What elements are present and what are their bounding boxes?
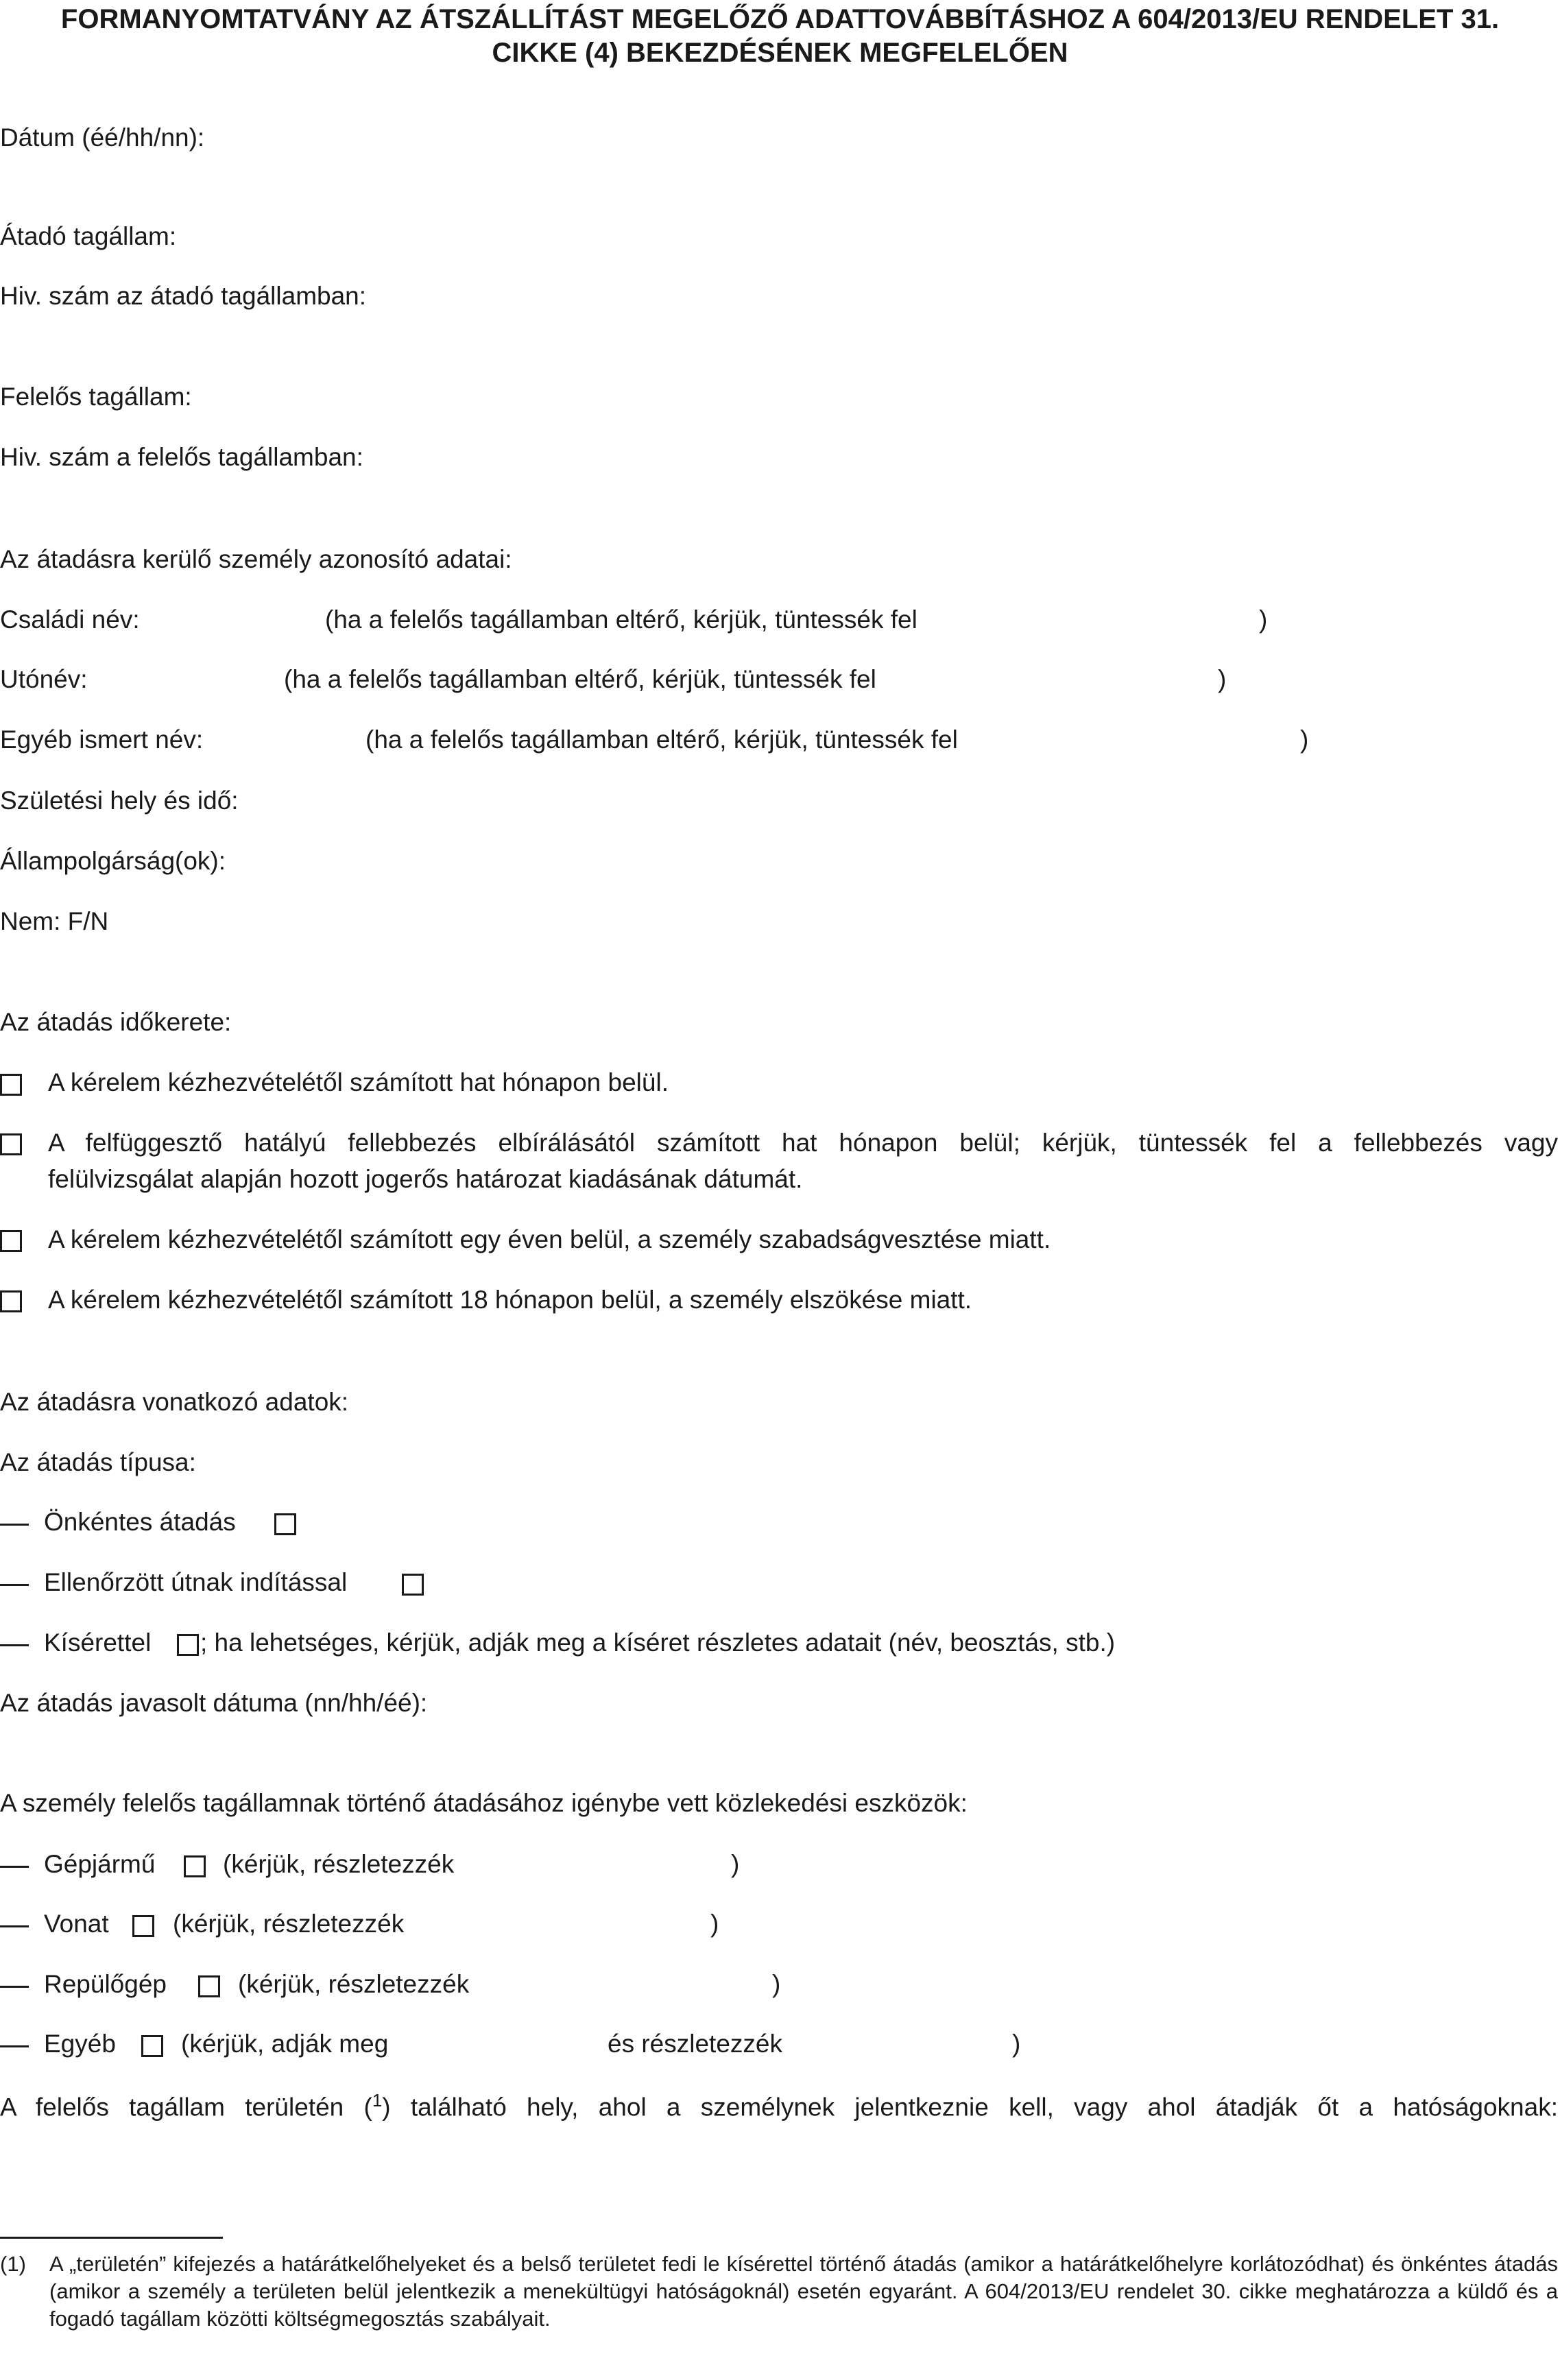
list-dash [0,1866,29,1868]
ref-number-transferring-label: Hiv. szám az átadó tagállamban: [0,282,367,310]
family-name-close-paren: ) [1259,605,1268,634]
timeframe-option-4: A kérelem kézhezvételétől számított 18 hónapon belül, a személy elszökése miatt. [48,1286,972,1314]
transfer-details-heading: Az átadásra vonatkozó adatok: [0,1388,349,1416]
train-close-paren: ) [710,1910,719,1938]
other-transport-checkbox[interactable] [141,2035,163,2057]
timeframe-heading: Az átadás időkerete: [0,1008,232,1036]
plane-checkbox[interactable] [198,1975,220,1997]
timeframe-option-1: A kérelem kézhezvételétől számított hat hónapon belül. [48,1068,669,1096]
date-label: Dátum (éé/hh/nn): [0,123,205,152]
footnote-text: A „területén” kifejezés a határátkelőhelyeket és a belső területet fedi le kísérettel történő átadás (amikor a határátkelőhelyre korlátozódhat) és önkéntes átadás (amikor a személy a területen belül jelentkezik a menekültügyi hatóságoknál) esetén egyaránt. A 604/2013/EU rendelet 30. cikke meghatározza a küldő és a fogadó tagállam közötti költségmegosztás szabályait. [49,2252,1558,2331]
footnote-ref[interactable]: 1 [372,2090,383,2111]
timeframe-checkbox-4[interactable] [0,1290,22,1312]
car-close-paren: ) [731,1850,740,1878]
timeframe-option-3: A kérelem kézhezvételétől számított egy éven belül, a személy szabadságvesztése miatt. [48,1225,1051,1253]
controlled-departure-checkbox[interactable] [402,1574,424,1596]
other-transport-close-paren: ) [1012,2030,1021,2058]
list-dash [0,1925,29,1927]
car-checkbox[interactable] [184,1855,206,1877]
first-name-label: Utónév: [0,665,88,693]
other-name-close-paren: ) [1300,725,1309,754]
escorted-label: Kísérettel [44,1628,152,1657]
location-text-b: ) található hely, ahol a személynek jelentkeznie kell, vagy ahol átadják őt a hatóságoknak: [382,2093,1558,2121]
footnote-mark: (1) [0,2252,26,2276]
list-dash [0,2045,29,2047]
proposed-date-label: Az átadás javasolt dátuma (nn/hh/éé): [0,1689,428,1717]
responsible-state-label: Felelős tagállam: [0,383,192,411]
family-name-note: (ha a felelős tagállamban eltérő, kérjük, tüntessék fel [325,605,917,634]
timeframe-option-2-cont: felülvizsgálat alapján hozott jogerős határozat kiadásának dátumát. [48,1165,803,1193]
birth-place-date-label: Születési hely és idő: [0,786,239,815]
form-title-line-1: FORMANYOMTATVÁNY AZ ÁTSZÁLLÍTÁST MEGELŐZŐ ADATTOVÁBBÍTÁSHOZ A 604/2013/EU RENDELET 31. [60,4,1500,34]
list-dash [0,1524,29,1526]
transport-heading: A személy felelős tagállamnak történő átadásához igénybe vett közlekedési eszközök: [0,1789,968,1817]
timeframe-checkbox-2[interactable] [0,1133,22,1155]
nationality-label: Állampolgárság(ok): [0,847,226,875]
car-detail: (kérjük, részletezzék [223,1850,455,1878]
list-dash [0,1986,29,1988]
location-line [0,2091,1558,2119]
other-name-label: Egyéb ismert név: [0,725,204,754]
controlled-departure-label: Ellenőrzött útnak indítással [44,1568,348,1596]
family-name-label: Családi név: [0,605,140,634]
transferring-state-label: Átadó tagállam: [0,222,177,250]
person-heading: Az átadásra kerülő személy azonosító adatai: [0,545,512,573]
plane-detail: (kérjük, részletezzék [238,1970,470,1998]
car-label: Gépjármű [44,1850,156,1878]
other-transport-detail: és részletezzék [608,2030,782,2058]
footnote [0,2250,1558,2333]
footnote-separator [0,2237,223,2239]
first-name-close-paren: ) [1218,665,1227,693]
other-transport-label: Egyéb [44,2030,116,2058]
list-dash [0,1644,29,1646]
timeframe-option-2: A felfüggesztő hatályú fellebbezés elbírálásától számított hat hónapon belül; kérjük, tüntessék fel a fellebbezés vagy [48,1129,1558,1157]
plane-close-paren: ) [772,1970,781,1998]
train-checkbox[interactable] [132,1915,154,1937]
list-dash [0,1584,29,1586]
train-label: Vonat [44,1910,109,1938]
sex-label: Nem: F/N [0,907,109,935]
timeframe-checkbox-1[interactable] [0,1074,22,1096]
ref-number-responsible-label: Hiv. szám a felelős tagállamban: [0,443,363,471]
timeframe-checkbox-3[interactable] [0,1230,22,1252]
escorted-checkbox[interactable] [177,1634,199,1656]
other-name-note: (ha a felelős tagállamban eltérő, kérjük, tüntessék fel [365,725,958,754]
plane-label: Repülőgép [44,1970,167,1998]
form-title-line-2: CIKKE (4) BEKEZDÉSÉNEK MEGFELELŐEN [492,38,1068,68]
escorted-note: ; ha lehetséges, kérjük, adják meg a kíséret részletes adatait (név, beosztás, stb.) [200,1628,1116,1657]
train-detail: (kérjük, részletezzék [173,1910,405,1938]
other-transport-specify: (kérjük, adják meg [181,2030,389,2058]
voluntary-transfer-label: Önkéntes átadás [44,1508,236,1536]
first-name-note: (ha a felelős tagállamban eltérő, kérjük, tüntessék fel [284,665,876,693]
voluntary-transfer-checkbox[interactable] [274,1513,296,1535]
transfer-type-heading: Az átadás típusa: [0,1448,196,1476]
location-text-a: A felelős tagállam területén ( [0,2093,372,2121]
